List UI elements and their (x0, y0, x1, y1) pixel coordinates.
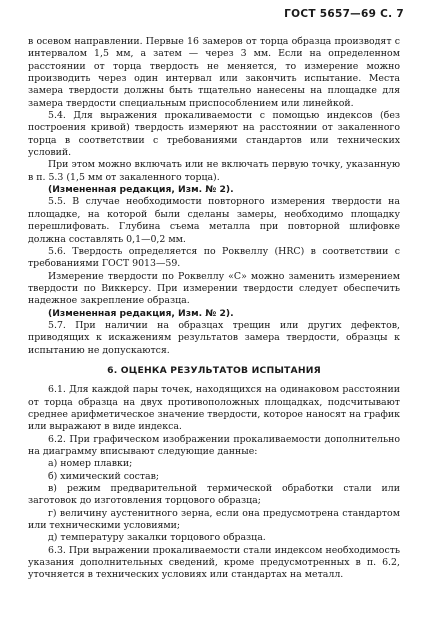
list-item: в) режим предварительной термической обработки стали или заготовок до изготовления торцового образца; (28, 483, 400, 507)
list-item: б) химический состав; (48, 470, 160, 482)
list-item: а) номер плавки; (48, 458, 133, 470)
amendment-note: (Измененная редакция, Изм. № 2). (48, 184, 234, 196)
paragraph-5-3-continuation: в осевом направлении. Первые 16 замеров от торца образца производят с интервалом 1,5 мм, а затем — через 3 мм. Если на определенном расстоянии от торца твердость не меняется, то измерение можно производить через один интервал или закончить испытание. Места замера твердости должны быть тщательно нанесены на площадке для замера твердости специальным приспособлением или линейкой. (28, 36, 400, 109)
paragraph-5-7: 5.7. При наличии на образцах трещин или других дефектов, приводящих к искажениям результатов замера твердости, образцы к испытанию не допускаются. (28, 319, 400, 356)
paragraph-5-6: 5.6. Твердость определяется по Роквеллу (HRC) в соответствии с требованиями ГОСТ 9013—59. (28, 245, 400, 270)
running-header: ГОСТ 5657—69 С. 7 (284, 8, 404, 20)
document-body (28, 36, 400, 582)
paragraph-5-4-note: При этом можно включать или не включать первую точку, указанную в п. 5.3 (1,5 мм от закаленного торца). (28, 159, 400, 183)
list-item: д) температуру закалки торцового образца. (48, 532, 266, 544)
paragraph-6-3: 6.3. При выражении прокаливаемости стали индексом необходимость указания дополнительных сведений, кроме предусмотренных в п. 6.2, уточняется в технических условиях или стандартах на металл. (28, 544, 400, 581)
paragraph-6-1: 6.1. Для каждой пары точек, находящихся на одинаковом расстоянии от торца образца на двух противоположных площадках, подсчитывают среднее арифметическое значение твердости, которое наносят на график или выражают в виде индекса. (28, 384, 400, 433)
paragraph-5-4: 5.4. Для выражения прокаливаемости с помощью индексов (без построения кривой) твердость измеряют на расстоянии от закаленного торца в соответствии с требованиями стандартов или технических условий. (28, 110, 400, 159)
paragraph-5-6-note: Измерение твердости по Роквеллу «С» можно заменить измерением твердости по Виккерсу. При измерении твердости следует обеспечить надежное закрепление образца. (28, 270, 400, 307)
paragraph-5-5: 5.5. В случае необходимости повторного измерения твердости на площадке, на которой были сделаны замеры, необходимо площадку перешлифовать. Глубина съема металла при повторной шлифовке должна составлять 0,1—0,2 мм. (28, 196, 400, 245)
paragraph-6-2: 6.2. При графическом изображении прокаливаемости дополнительно на диаграмму вписывают следующие данные: (28, 433, 400, 457)
section-heading: 6. ОЦЕНКА РЕЗУЛЬТАТОВ ИСПЫТАНИЯ (107, 364, 321, 376)
amendment-note: (Измененная редакция, Изм. № 2). (48, 307, 234, 319)
list-item: г) величину аустенитного зерна, если она предусмотрена стандартом или техническими условиями; (28, 507, 400, 532)
